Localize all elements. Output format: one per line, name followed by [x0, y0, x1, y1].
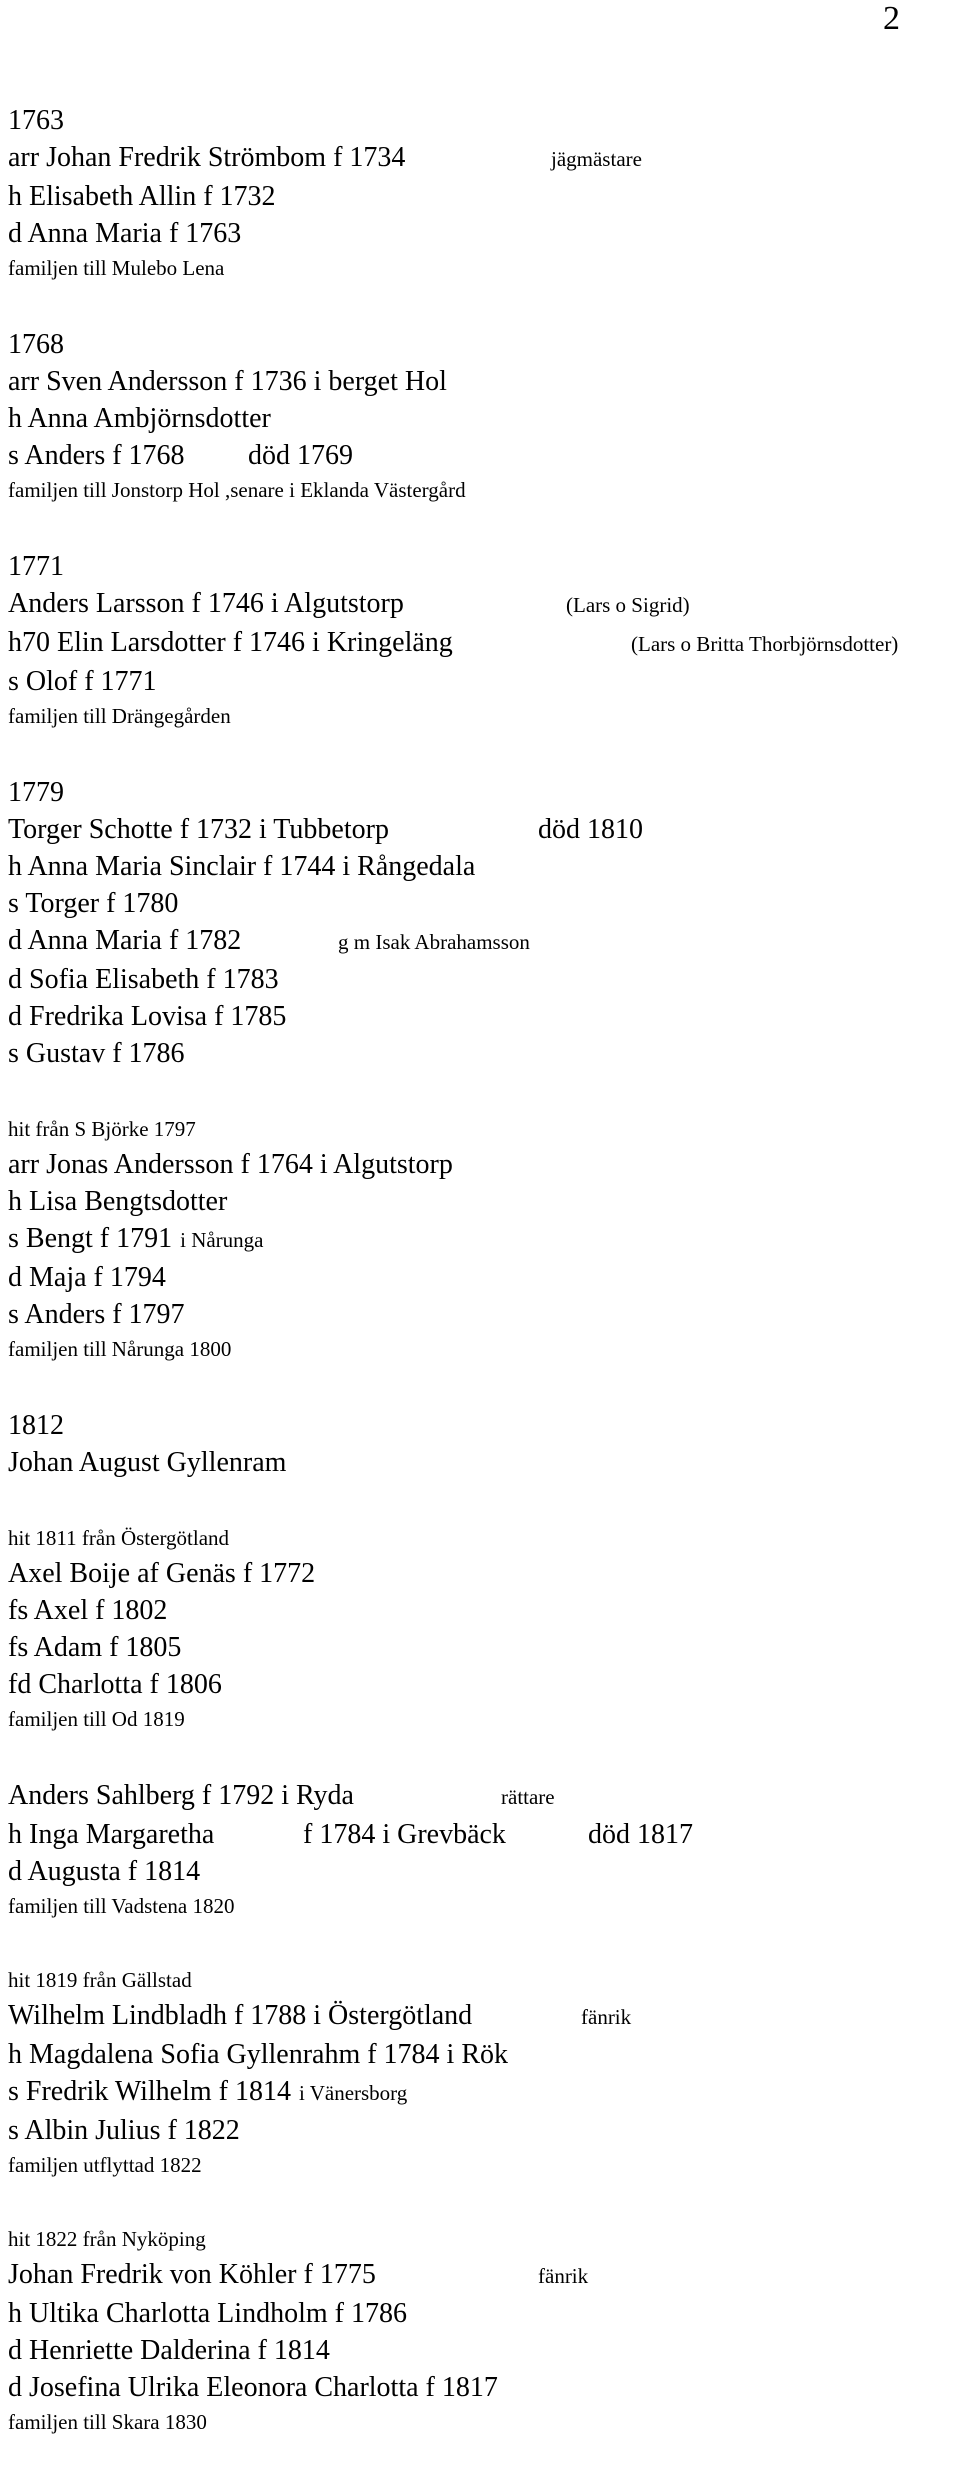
- entry-line: s Fredrik Wilhelm f 1814 i Vänersborg: [8, 2073, 948, 2112]
- entry-note: död 1769: [248, 440, 353, 471]
- entry-year: 1812: [8, 1410, 64, 1441]
- entry-footnote: familjen till Od 1819: [8, 1707, 185, 1731]
- entry-note: i Nårunga: [180, 1228, 264, 1252]
- household-entry-1797: [8, 1113, 948, 1366]
- entry-footnote: familjen till Drängegården: [8, 704, 231, 728]
- entry-footnote: familjen till Vadstena 1820: [8, 1894, 235, 1918]
- household-entry-1812: [8, 1407, 948, 1481]
- entry-note: död 1810: [538, 814, 643, 845]
- entry-line: arr Jonas Andersson f 1764 i Algutstorp: [8, 1149, 453, 1180]
- entry-line: arr Johan Fredrik Strömbom f 1734 jägmästare: [8, 139, 948, 178]
- entry-line: Anders Sahlberg f 1792 i Ryda rättare: [8, 1777, 948, 1816]
- entry-line: Anders Larsson f 1746 i Algutstorp (Lars o Sigrid): [8, 585, 948, 624]
- entry-note: f 1784 i Grevbäck: [303, 1819, 506, 1850]
- entry-line: h Magdalena Sofia Gyllenrahm f 1784 i Rök: [8, 2039, 509, 2070]
- entry-line: d Anna Maria f 1763: [8, 218, 242, 249]
- entry-footnote: familjen till Jonstorp Hol ,senare i Eklanda Västergård: [8, 478, 466, 502]
- entry-note: fänrik: [538, 2264, 589, 2288]
- entry-line: d Sofia Elisabeth f 1783: [8, 964, 279, 995]
- entry-year: 1763: [8, 105, 64, 136]
- entry-line: Johan Fredrik von Köhler f 1775 fänrik: [8, 2256, 948, 2295]
- household-entry-1822: [8, 2223, 948, 2439]
- entry-note: i Vänersborg: [299, 2081, 408, 2105]
- entry-line: d Augusta f 1814: [8, 1856, 201, 1887]
- entry-year: 1771: [8, 551, 64, 582]
- entry-note: rättare: [501, 1785, 555, 1809]
- entry-line: Axel Boije af Genäs f 1772: [8, 1558, 316, 1589]
- entry-line: Wilhelm Lindbladh f 1788 i Östergötland fänrik: [8, 1997, 948, 2036]
- entry-line: s Olof f 1771: [8, 666, 157, 697]
- entry-footnote: hit 1822 från Nyköping: [8, 2227, 206, 2251]
- entry-line: fd Charlotta f 1806: [8, 1669, 222, 1700]
- entry-line: d Anna Maria f 1782 g m Isak Abrahamsson: [8, 922, 948, 961]
- entry-year: 1768: [8, 329, 64, 360]
- entry-note: fänrik: [581, 2005, 632, 2029]
- household-entry-1771: [8, 548, 948, 733]
- entry-line: h Anna Ambjörnsdotter: [8, 403, 271, 434]
- entry-line: Johan August Gyllenram: [8, 1447, 287, 1478]
- entry-line: s Gustav f 1786: [8, 1038, 185, 1069]
- entry-footnote: familjen till Skara 1830: [8, 2410, 207, 2434]
- entry-footnote: familjen utflyttad 1822: [8, 2153, 202, 2177]
- household-entry-1763: [8, 102, 948, 285]
- entry-footnote: hit 1811 från Östergötland: [8, 1526, 230, 1550]
- entry-footnote: familjen till Nårunga 1800: [8, 1337, 232, 1361]
- household-entry-1811: [8, 1522, 948, 1736]
- household-entry-1779: [8, 774, 948, 1072]
- entry-line: h Anna Maria Sinclair f 1744 i Rångedala: [8, 851, 476, 882]
- entry-line: h Lisa Bengtsdotter: [8, 1186, 228, 1217]
- entry-line: fs Axel f 1802: [8, 1595, 168, 1626]
- entry-line: s Bengt f 1791 i Nårunga: [8, 1220, 948, 1259]
- entry-line: s Albin Julius f 1822: [8, 2115, 240, 2146]
- entry-line: h Inga Margaretha f 1784 i Grevbäck död 1817: [8, 1816, 948, 1853]
- entry-note: (Lars o Sigrid): [566, 593, 690, 617]
- household-entry-1768: [8, 326, 948, 507]
- entry-line: d Maja f 1794: [8, 1262, 166, 1293]
- household-entry-1819: [8, 1964, 948, 2182]
- entry-footnote: familjen till Mulebo Lena: [8, 256, 225, 280]
- entry-note: jägmästare: [551, 147, 642, 171]
- entry-line: arr Sven Andersson f 1736 i berget Hol: [8, 366, 447, 397]
- entry-line: h Ultika Charlotta Lindholm f 1786: [8, 2298, 407, 2329]
- entry-note: (Lars o Britta Thorbjörnsdotter): [631, 632, 899, 656]
- entry-year: 1779: [8, 777, 64, 808]
- entry-line: d Henriette Dalderina f 1814: [8, 2335, 330, 2366]
- entry-note: död 1817: [588, 1819, 693, 1850]
- entry-line: d Fredrika Lovisa f 1785: [8, 1001, 287, 1032]
- entry-line: s Torger f 1780: [8, 888, 179, 919]
- document-body: [8, 102, 948, 2480]
- entry-line: fs Adam f 1805: [8, 1632, 182, 1663]
- entry-footnote: hit 1819 från Gällstad: [8, 1968, 192, 1992]
- entry-line: h Elisabeth Allin f 1732: [8, 181, 276, 212]
- entry-line: s Anders f 1797: [8, 1299, 185, 1330]
- entry-line: d Josefina Ulrika Eleonora Charlotta f 1817: [8, 2372, 498, 2403]
- page-number: 2: [883, 0, 900, 37]
- entry-footnote: hit från S Björke 1797: [8, 1117, 196, 1141]
- entry-line: h70 Elin Larsdotter f 1746 i Kringeläng (Lars o Britta Thorbjörnsdotter): [8, 624, 948, 663]
- entry-line: Torger Schotte f 1732 i Tubbetorp död 1810: [8, 811, 948, 848]
- entry-note: g m Isak Abrahamsson: [338, 930, 530, 954]
- entry-line: s Anders f 1768 död 1769: [8, 437, 948, 474]
- household-entry-sahlberg: [8, 1777, 948, 1923]
